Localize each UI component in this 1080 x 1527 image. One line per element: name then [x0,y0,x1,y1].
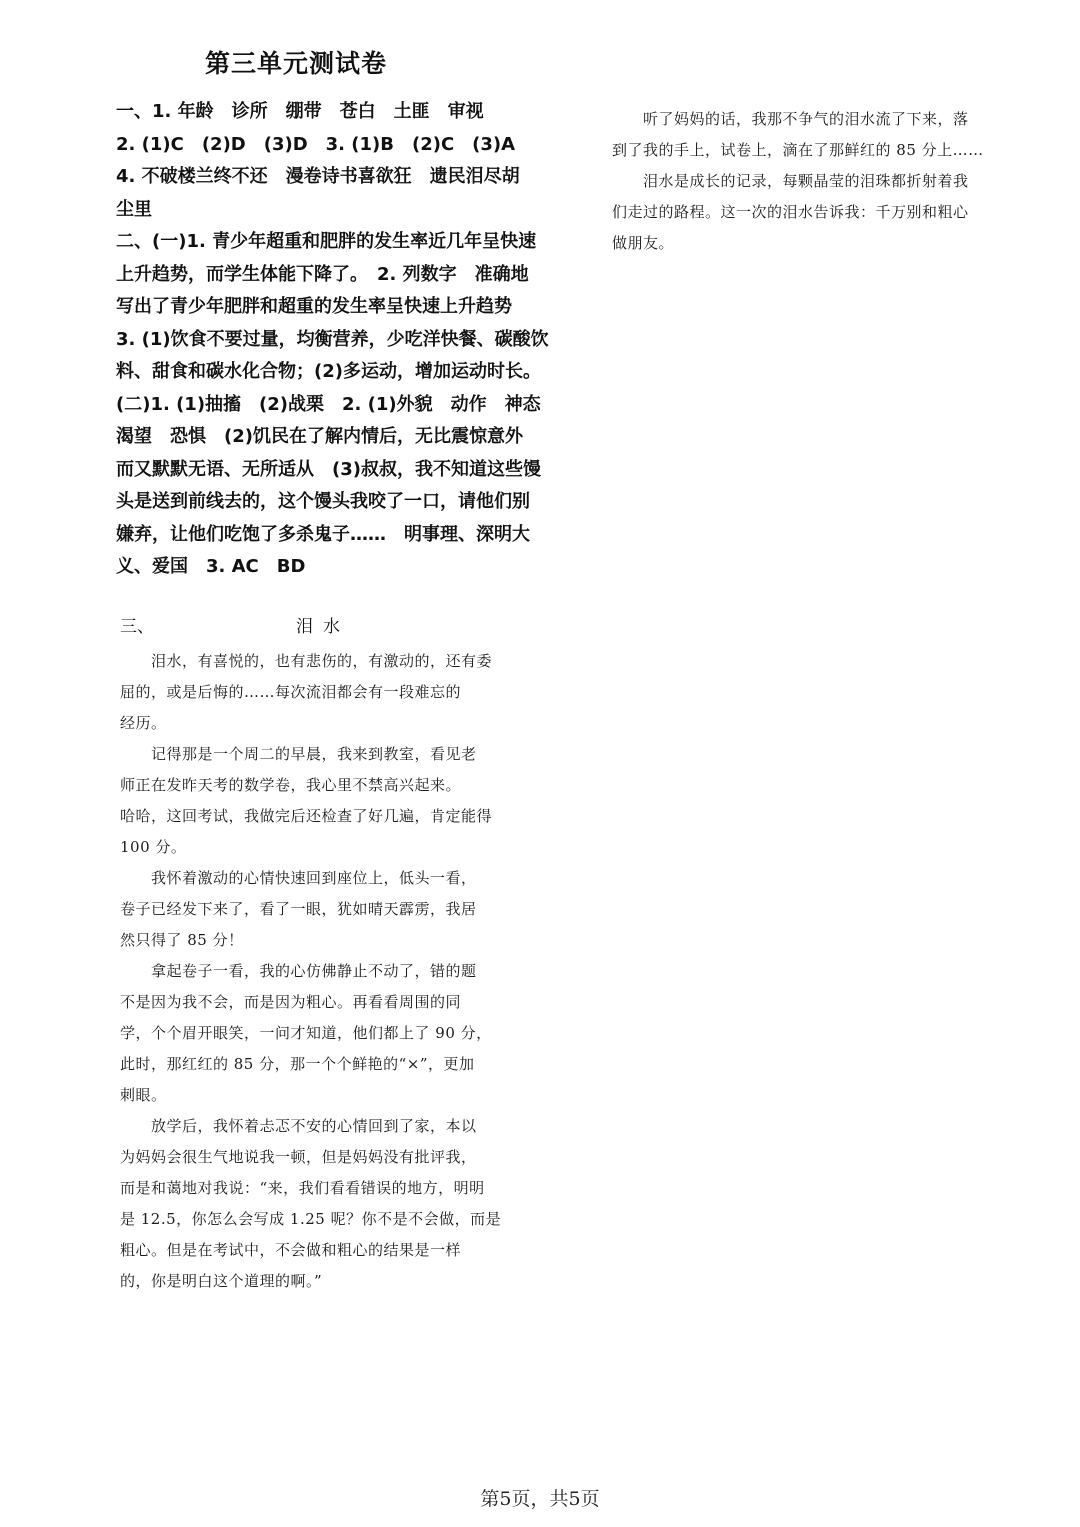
essay-body-right [612,104,1012,259]
essay-line: 然只得了 85 分！ [120,931,244,949]
essay-line: 的，你是明白这个道理的啊。” [120,1272,323,1290]
answer-line: 上升趋势，而学生体能下降了。 2. 列数字 准确地 [116,263,529,285]
essay-body-left [120,646,530,1297]
answer-line: 义、爱国 3. AC BD [116,556,306,577]
essay-line: 此时，那红红的 85 分，那一个个鲜艳的“×”，更加 [120,1055,475,1073]
answer-line: 嫌弃，让他们吃饱了多杀鬼子…… 明事理、深明大 [116,523,530,545]
essay-line: 是 12.5，你怎么会写成 1.25 呢？你不是不会做，而是 [120,1210,502,1228]
answer-line: 一、1. 年龄 诊所 绷带 苍白 土匪 审视 [116,101,484,122]
essay-title: 泪水 [296,617,350,637]
essay-line: 粗心。但是在考试中，不会做和粗心的结果是一样 [120,1241,462,1259]
answer-line: 4. 不破楼兰终不还 漫卷诗书喜欲狂 遗民泪尽胡 [116,166,520,187]
answer-line: 3. (1)饮食不要过量，均衡营养，少吃洋快餐、碳酸饮 [116,328,549,350]
page-number: 第5页，共5页 [480,1488,600,1510]
answer-line: 头是送到前线去的，这个馒头我咬了一口，请他们别 [116,491,530,512]
essay-line: 学，个个眉开眼笑，一问才知道，他们都上了 90 分， [120,1024,492,1042]
essay-line: 泪水，有喜悦的，也有悲伤的，有激动的，还有委 [120,652,493,670]
essay-line: 拿起卷子一看，我的心仿佛静止不动了，错的题 [120,962,477,980]
essay-line: 100 分。 [120,838,187,856]
answer-line: 料、甜食和碳水化合物；(2)多运动，增加运动时长。 [116,361,541,382]
essay-line: 泪水是成长的记录，每颗晶莹的泪珠都折射着我 [612,172,969,190]
essay-line: 记得那是一个周二的早晨，我来到教室，看见老 [120,745,477,763]
answer-line: 写出了青少年肥胖和超重的发生率呈快速上升趋势 [116,296,512,317]
answer-line: 而又默默无语、无所适从 (3)叔叔，我不知道这些馒 [116,458,541,480]
essay-line: 为妈妈会很生气地说我一顿，但是妈妈没有批评我， [120,1148,477,1166]
essay-line: 卷子已经发下来了，看了一眼，犹如晴天霹雳，我居 [120,900,477,918]
essay-line: 刺眼。 [120,1086,167,1104]
essay-line: 哈哈，这回考试，我做完后还检查了好几遍，肯定能得 [120,807,493,825]
essay-line: 师正在发昨天考的数学卷，我心里不禁高兴起来。 [120,776,462,794]
answer-key [116,96,556,584]
essay-line: 到了我的手上，试卷上，滴在了那鲜红的 85 分上…… [612,141,984,159]
essay-line: 而是和蔼地对我说：“来，我们看看错误的地方，明明 [120,1179,485,1197]
essay-line: 经历。 [120,714,167,732]
answer-line: 渴望 恐惧 (2)饥民在了解内情后，无比震惊意外 [116,426,523,447]
essay-line: 不是因为我不会，而是因为粗心。再看看周围的同 [120,993,462,1011]
page-title: 第三单元测试卷 [205,49,388,78]
answer-line: 尘里 [116,198,152,220]
essay-line: 放学后，我怀着忐忑不安的心情回到了家，本以 [120,1117,477,1135]
essay-line: 我怀着激动的心情快速回到座位上，低头一看， [120,869,477,887]
essay-line: 听了妈妈的话，我那不争气的泪水流了下来，落 [612,110,969,128]
answer-line: (二)1. (1)抽搐 (2)战栗 2. (1)外貌 动作 神态 [116,393,541,415]
essay-line: 做朋友。 [612,234,675,252]
answer-line: 2. (1)C (2)D (3)D 3. (1)B (2)C (3)A [116,133,516,155]
essay-line: 屈的，或是后悔的……每次流泪都会有一段难忘的 [120,683,462,701]
essay-line: 们走过的路程。这一次的泪水告诉我：千万别和粗心 [612,203,969,221]
section-3-label: 三、 [120,617,154,637]
answer-line: 二、(一)1. 青少年超重和肥胖的发生率近几年呈快速 [116,231,537,252]
